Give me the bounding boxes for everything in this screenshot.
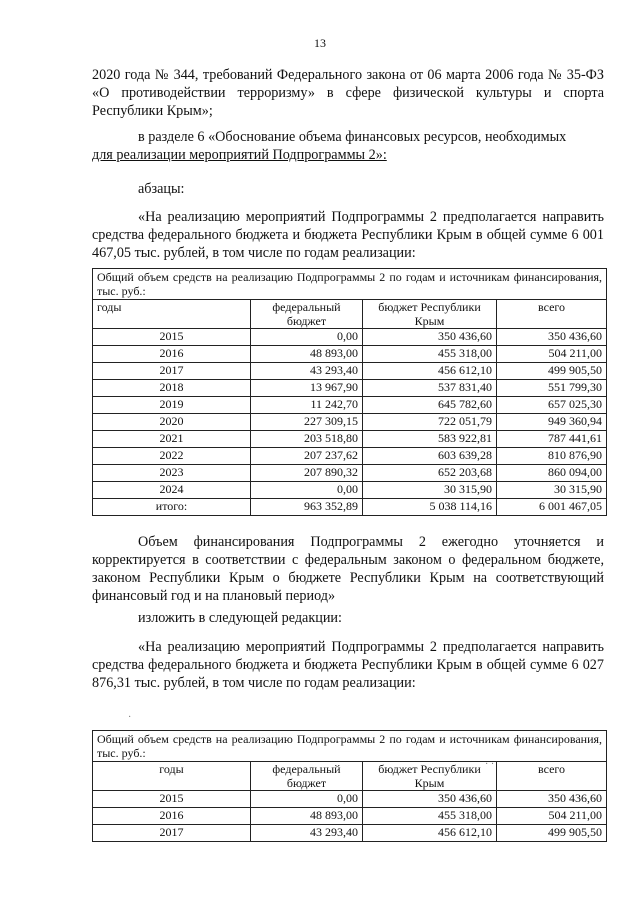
cell-regional: 456 612,10 bbox=[363, 825, 497, 842]
cell-federal: 43 293,40 bbox=[251, 825, 363, 842]
table-row bbox=[93, 380, 607, 397]
cell-regional: 583 922,81 bbox=[363, 431, 497, 448]
paragraph-new-total: «На реализацию мероприятий Подпрограммы 2 предполагается направить средства федерального бюджета и бюджета Республики Крым в общей сумме 6 027 876,31 тыс. рублей, в том числе по годам реализации: bbox=[92, 639, 604, 691]
cell-year: 2017 bbox=[93, 825, 251, 842]
paragraph-section-6-line-2: для реализации мероприятий Подпрограммы 2»: bbox=[92, 147, 387, 163]
cell-regional: 30 315,90 bbox=[363, 482, 497, 499]
cell-federal: 0,00 bbox=[251, 791, 363, 808]
cell-total: 949 360,94 bbox=[497, 414, 607, 431]
page-number: 13 bbox=[314, 36, 326, 50]
table-row bbox=[93, 414, 607, 431]
cell-regional: 722 051,79 bbox=[363, 414, 497, 431]
table-row bbox=[93, 448, 607, 465]
cell-year: 2021 bbox=[93, 431, 251, 448]
cell-federal-total: 963 352,89 bbox=[251, 499, 363, 516]
cell-regional: 645 782,60 bbox=[363, 397, 497, 414]
cell-year: 2024 bbox=[93, 482, 251, 499]
cell-year: 2015 bbox=[93, 791, 251, 808]
table-caption: Общий объем средств на реализацию Подпрограммы 2 по годам и источникам финансирования, тыс. руб.: bbox=[93, 269, 607, 300]
cell-federal: 48 893,00 bbox=[251, 808, 363, 825]
cell-year: 2020 bbox=[93, 414, 251, 431]
paragraph-adjustment-note: Объем финансирования Подпрограммы 2 ежегодно уточняется и корректируется в соответствии с федеральным законом о федеральном бюджете, законом Республики Крым о бюджете Республики Крым на соответствующий финансовый год и на плановый период» bbox=[92, 534, 604, 604]
cell-year: 2019 bbox=[93, 397, 251, 414]
cell-federal: 0,00 bbox=[251, 482, 363, 499]
cell-total: 499 905,50 bbox=[497, 363, 607, 380]
paragraph-abzacy: абзацы: bbox=[138, 181, 185, 197]
cell-regional: 455 318,00 bbox=[363, 808, 497, 825]
cell-total-label: итого: bbox=[93, 499, 251, 516]
new-financing-table bbox=[92, 730, 607, 842]
paragraph-section-6-line-1: в разделе 6 «Обоснование объема финансовых ресурсов, необходимых bbox=[138, 129, 567, 145]
cell-federal: 227 309,15 bbox=[251, 414, 363, 431]
cell-total: 551 799,30 bbox=[497, 380, 607, 397]
column-header-years: годы bbox=[93, 300, 251, 329]
scan-speck: · bbox=[128, 712, 132, 723]
table-total-row bbox=[93, 499, 607, 516]
cell-federal: 207 890,32 bbox=[251, 465, 363, 482]
table-row bbox=[93, 363, 607, 380]
cell-regional: 652 203,68 bbox=[363, 465, 497, 482]
cell-regional: 350 436,60 bbox=[363, 791, 497, 808]
table-row bbox=[93, 329, 607, 346]
cell-regional: 603 639,28 bbox=[363, 448, 497, 465]
cell-year: 2015 bbox=[93, 329, 251, 346]
cell-year: 2017 bbox=[93, 363, 251, 380]
cell-regional: 455 318,00 bbox=[363, 346, 497, 363]
table-row bbox=[93, 791, 607, 808]
table-row bbox=[93, 431, 607, 448]
cell-total: 787 441,61 bbox=[497, 431, 607, 448]
paragraph-new-wording: изложить в следующей редакции: bbox=[138, 610, 342, 626]
cell-year: 2016 bbox=[93, 346, 251, 363]
cell-year: 2023 bbox=[93, 465, 251, 482]
column-header-regional: бюджет Республики Крым bbox=[363, 300, 497, 329]
column-header-total: всего bbox=[497, 300, 607, 329]
cell-federal: 207 237,62 bbox=[251, 448, 363, 465]
table-row bbox=[93, 397, 607, 414]
cell-total: 810 876,90 bbox=[497, 448, 607, 465]
table-row bbox=[93, 346, 607, 363]
table-row bbox=[93, 808, 607, 825]
cell-total: 504 211,00 bbox=[497, 808, 607, 825]
cell-regional-total: 5 038 114,16 bbox=[363, 499, 497, 516]
table-row bbox=[93, 482, 607, 499]
cell-federal: 13 967,90 bbox=[251, 380, 363, 397]
column-header-years: годы bbox=[93, 762, 251, 791]
cell-regional: 350 436,60 bbox=[363, 329, 497, 346]
cell-regional: 537 831,40 bbox=[363, 380, 497, 397]
cell-year: 2022 bbox=[93, 448, 251, 465]
cell-federal: 48 893,00 bbox=[251, 346, 363, 363]
cell-year: 2016 bbox=[93, 808, 251, 825]
table-row bbox=[93, 825, 607, 842]
cell-federal: 0,00 bbox=[251, 329, 363, 346]
cell-year: 2018 bbox=[93, 380, 251, 397]
cell-federal: 43 293,40 bbox=[251, 363, 363, 380]
cell-total: 350 436,60 bbox=[497, 329, 607, 346]
cell-regional: 456 612,10 bbox=[363, 363, 497, 380]
paragraph-continuation: 2020 года № 344, требований Федерального закона от 06 марта 2006 года № 35-ФЗ «О противодействии терроризму» в сфере физической культуры и спорта Республики Крым»; bbox=[92, 67, 604, 119]
table-row bbox=[93, 465, 607, 482]
cell-total: 30 315,90 bbox=[497, 482, 607, 499]
column-header-regional: бюджет Республики Крым bbox=[363, 762, 497, 791]
paragraph-old-total: «На реализацию мероприятий Подпрограммы 2 предполагается направить средства федерального бюджета и бюджета Республики Крым в общей сумме 6 001 467,05 тыс. рублей, в том числе по годам реализации: bbox=[92, 209, 604, 261]
scan-speck: · · bbox=[485, 759, 495, 770]
column-header-federal: федеральный бюджет bbox=[251, 300, 363, 329]
column-header-federal: федеральный бюджет bbox=[251, 762, 363, 791]
cell-grand-total: 6 001 467,05 bbox=[497, 499, 607, 516]
cell-total: 350 436,60 bbox=[497, 791, 607, 808]
cell-total: 860 094,00 bbox=[497, 465, 607, 482]
column-header-total: всего bbox=[497, 762, 607, 791]
table-caption: Общий объем средств на реализацию Подпрограммы 2 по годам и источникам финансирования, тыс. руб.: bbox=[93, 731, 607, 762]
cell-federal: 203 518,80 bbox=[251, 431, 363, 448]
cell-total: 504 211,00 bbox=[497, 346, 607, 363]
cell-total: 499 905,50 bbox=[497, 825, 607, 842]
cell-total: 657 025,30 bbox=[497, 397, 607, 414]
old-financing-table bbox=[92, 268, 607, 516]
cell-federal: 11 242,70 bbox=[251, 397, 363, 414]
